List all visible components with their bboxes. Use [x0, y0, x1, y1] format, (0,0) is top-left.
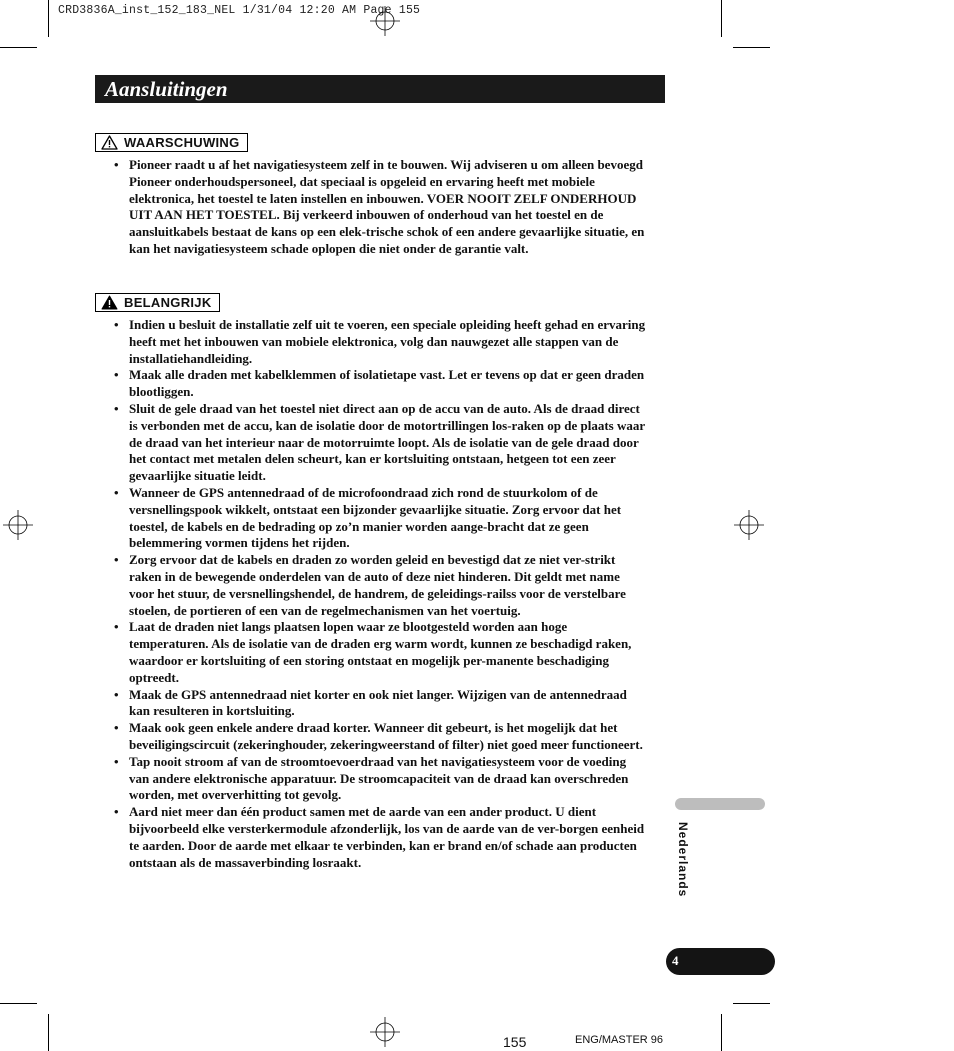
- list-item: • Maak ook geen enkele andere draad korter. Wanneer dit gebeurt, is het mogelijk dat het beveiligingscircuit (zekeringhouder, zekeringweerstand of filter) niet goed meer functioneert.: [112, 720, 647, 754]
- list-item: • Pioneer raadt u af het navigatiesysteem zelf in te bouwen. Wij adviseren u om alleen bevoegd Pioneer onderhoudspersoneel, dat speciaal is opgeleid en ervaring heeft met mobiele elektronica, het toestel te laten instellen en inbouwen. VOER NOOIT ZELF ONDERHOUD UIT AAN HET TOESTEL. Bij verkeerd inbouwen of onderhoud van het toestel en de aansluitkabels bestaat de kans op een elek-trische schok of een andere gevaarlijke situatie, en kan het navigatiesysteem schade oplopen die niet onder de garantie valt.: [112, 157, 647, 258]
- list-item: • Wanneer de GPS antennedraad of de microfoondraad zich rond de stuurkolom of de versnellingspook wikkelt, ontstaat een bijzonder gevaarlijke situatie. Zorg ervoor dat het toestel, de kabels en de bedrading op zo’n manier worden aange-bracht dat ze geen belemmering vormen tijdens het rijden.: [112, 485, 647, 552]
- list-item: • Aard niet meer dan één product samen met de aarde van een ander product. U dient bijvoorbeeld elke versterkermodule afzonderlijk, los van de aarde van de ver-borgen eenheid te aarden. Door de aarde met elkaar te verbinden, kan er brand en/of schade aan producten ontstaan als de massaverbinding losraakt.: [112, 804, 647, 871]
- print-slug: CRD3836A_inst_152_183_NEL 1/31/04 12:20 AM Page 155: [58, 4, 421, 17]
- list-item: • Maak de GPS antennedraad niet korter en ook niet langer. Wijzigen van de antennedraad kan resulteren in kortsluiting.: [112, 687, 647, 721]
- warning-label-text: WAARSCHUWING: [124, 135, 240, 150]
- important-label: [95, 293, 220, 312]
- list-item: • Indien u besluit de installatie zelf uit te voeren, een speciale opleiding heeft gehad en ervaring heeft met het inbouwen van mobiele elektronica, volg dan nauwgezet alle stappen van de installatiehandleiding.: [112, 317, 647, 367]
- registration-mark-icon: [370, 1017, 400, 1047]
- registration-mark-icon: [3, 510, 33, 540]
- warning-list: [112, 157, 647, 258]
- footer-code: ENG/MASTER 96: [575, 1034, 664, 1046]
- chapter-tab: [666, 948, 775, 975]
- important-list: [112, 317, 647, 871]
- section-title-bar: [95, 75, 665, 103]
- chapter-number: 4: [672, 953, 679, 968]
- section-title: Aansluitingen: [105, 77, 228, 101]
- warning-triangle-outline-icon: [101, 135, 118, 150]
- important-label-text: BELANGRIJK: [124, 295, 212, 310]
- side-language-tab: [676, 822, 700, 908]
- registration-mark-icon: [734, 510, 764, 540]
- crop-mark: [48, 0, 49, 37]
- list-item: • Maak alle draden met kabelklemmen of isolatietape vast. Let er tevens op dat er geen draden blootliggen.: [112, 367, 647, 401]
- crop-mark: [48, 1014, 49, 1051]
- crop-mark: [733, 1003, 770, 1004]
- crop-mark: [0, 47, 37, 48]
- page-number: 155: [503, 1034, 527, 1050]
- list-item: • Zorg ervoor dat de kabels en draden zo worden geleid en bevestigd dat ze niet ver-strikt raken in de bewegende onderdelen van de auto of deze niet hinderen. Dit geldt met name voor het stuur, de versnellingshendel, de handrem, de geleidings-railss voor de verstelbare stoelen, de portieren of een van de regelmechanismen van het voertuig.: [112, 552, 647, 619]
- warning-label: [95, 133, 248, 152]
- crop-mark: [721, 0, 722, 37]
- warning-triangle-filled-icon: [101, 295, 118, 310]
- crop-mark: [721, 1014, 722, 1051]
- side-tab-bar: [675, 798, 765, 810]
- crop-mark: [733, 47, 770, 48]
- side-language-label: Nederlands: [676, 822, 690, 898]
- list-item: • Laat de draden niet langs plaatsen lopen waar ze blootgesteld worden aan hoge temperaturen. Als de isolatie van de draden erg warm wordt, kunnen ze beschadigd raken, waardoor er kortsluiting of een storing ontstaat en mogelijk per-manente beschadiging optreedt.: [112, 619, 647, 686]
- registration-mark-icon: [370, 6, 400, 36]
- crop-mark: [0, 1003, 37, 1004]
- list-item: • Tap nooit stroom af van de stroomtoevoerdraad van het navigatiesysteem voor de voeding van andere elektronische apparatuur. De stroomcapaciteit van de draad kan overschreden worden, met oververhitting tot gevolg.: [112, 754, 647, 804]
- list-item: • Sluit de gele draad van het toestel niet direct aan op de accu van de auto. Als de draad direct is verbonden met de accu, kan de isolatie door de motortrillingen los-raken op de plaats waar de draad van het interieur naar de motorruimte loopt. Als de isolatie van de gele draad door het contact met metalen delen scheurt, kan er kortsluiting ontstaan, hetgeen tot een zeer gevaarlijke situatie leidt.: [112, 401, 647, 485]
